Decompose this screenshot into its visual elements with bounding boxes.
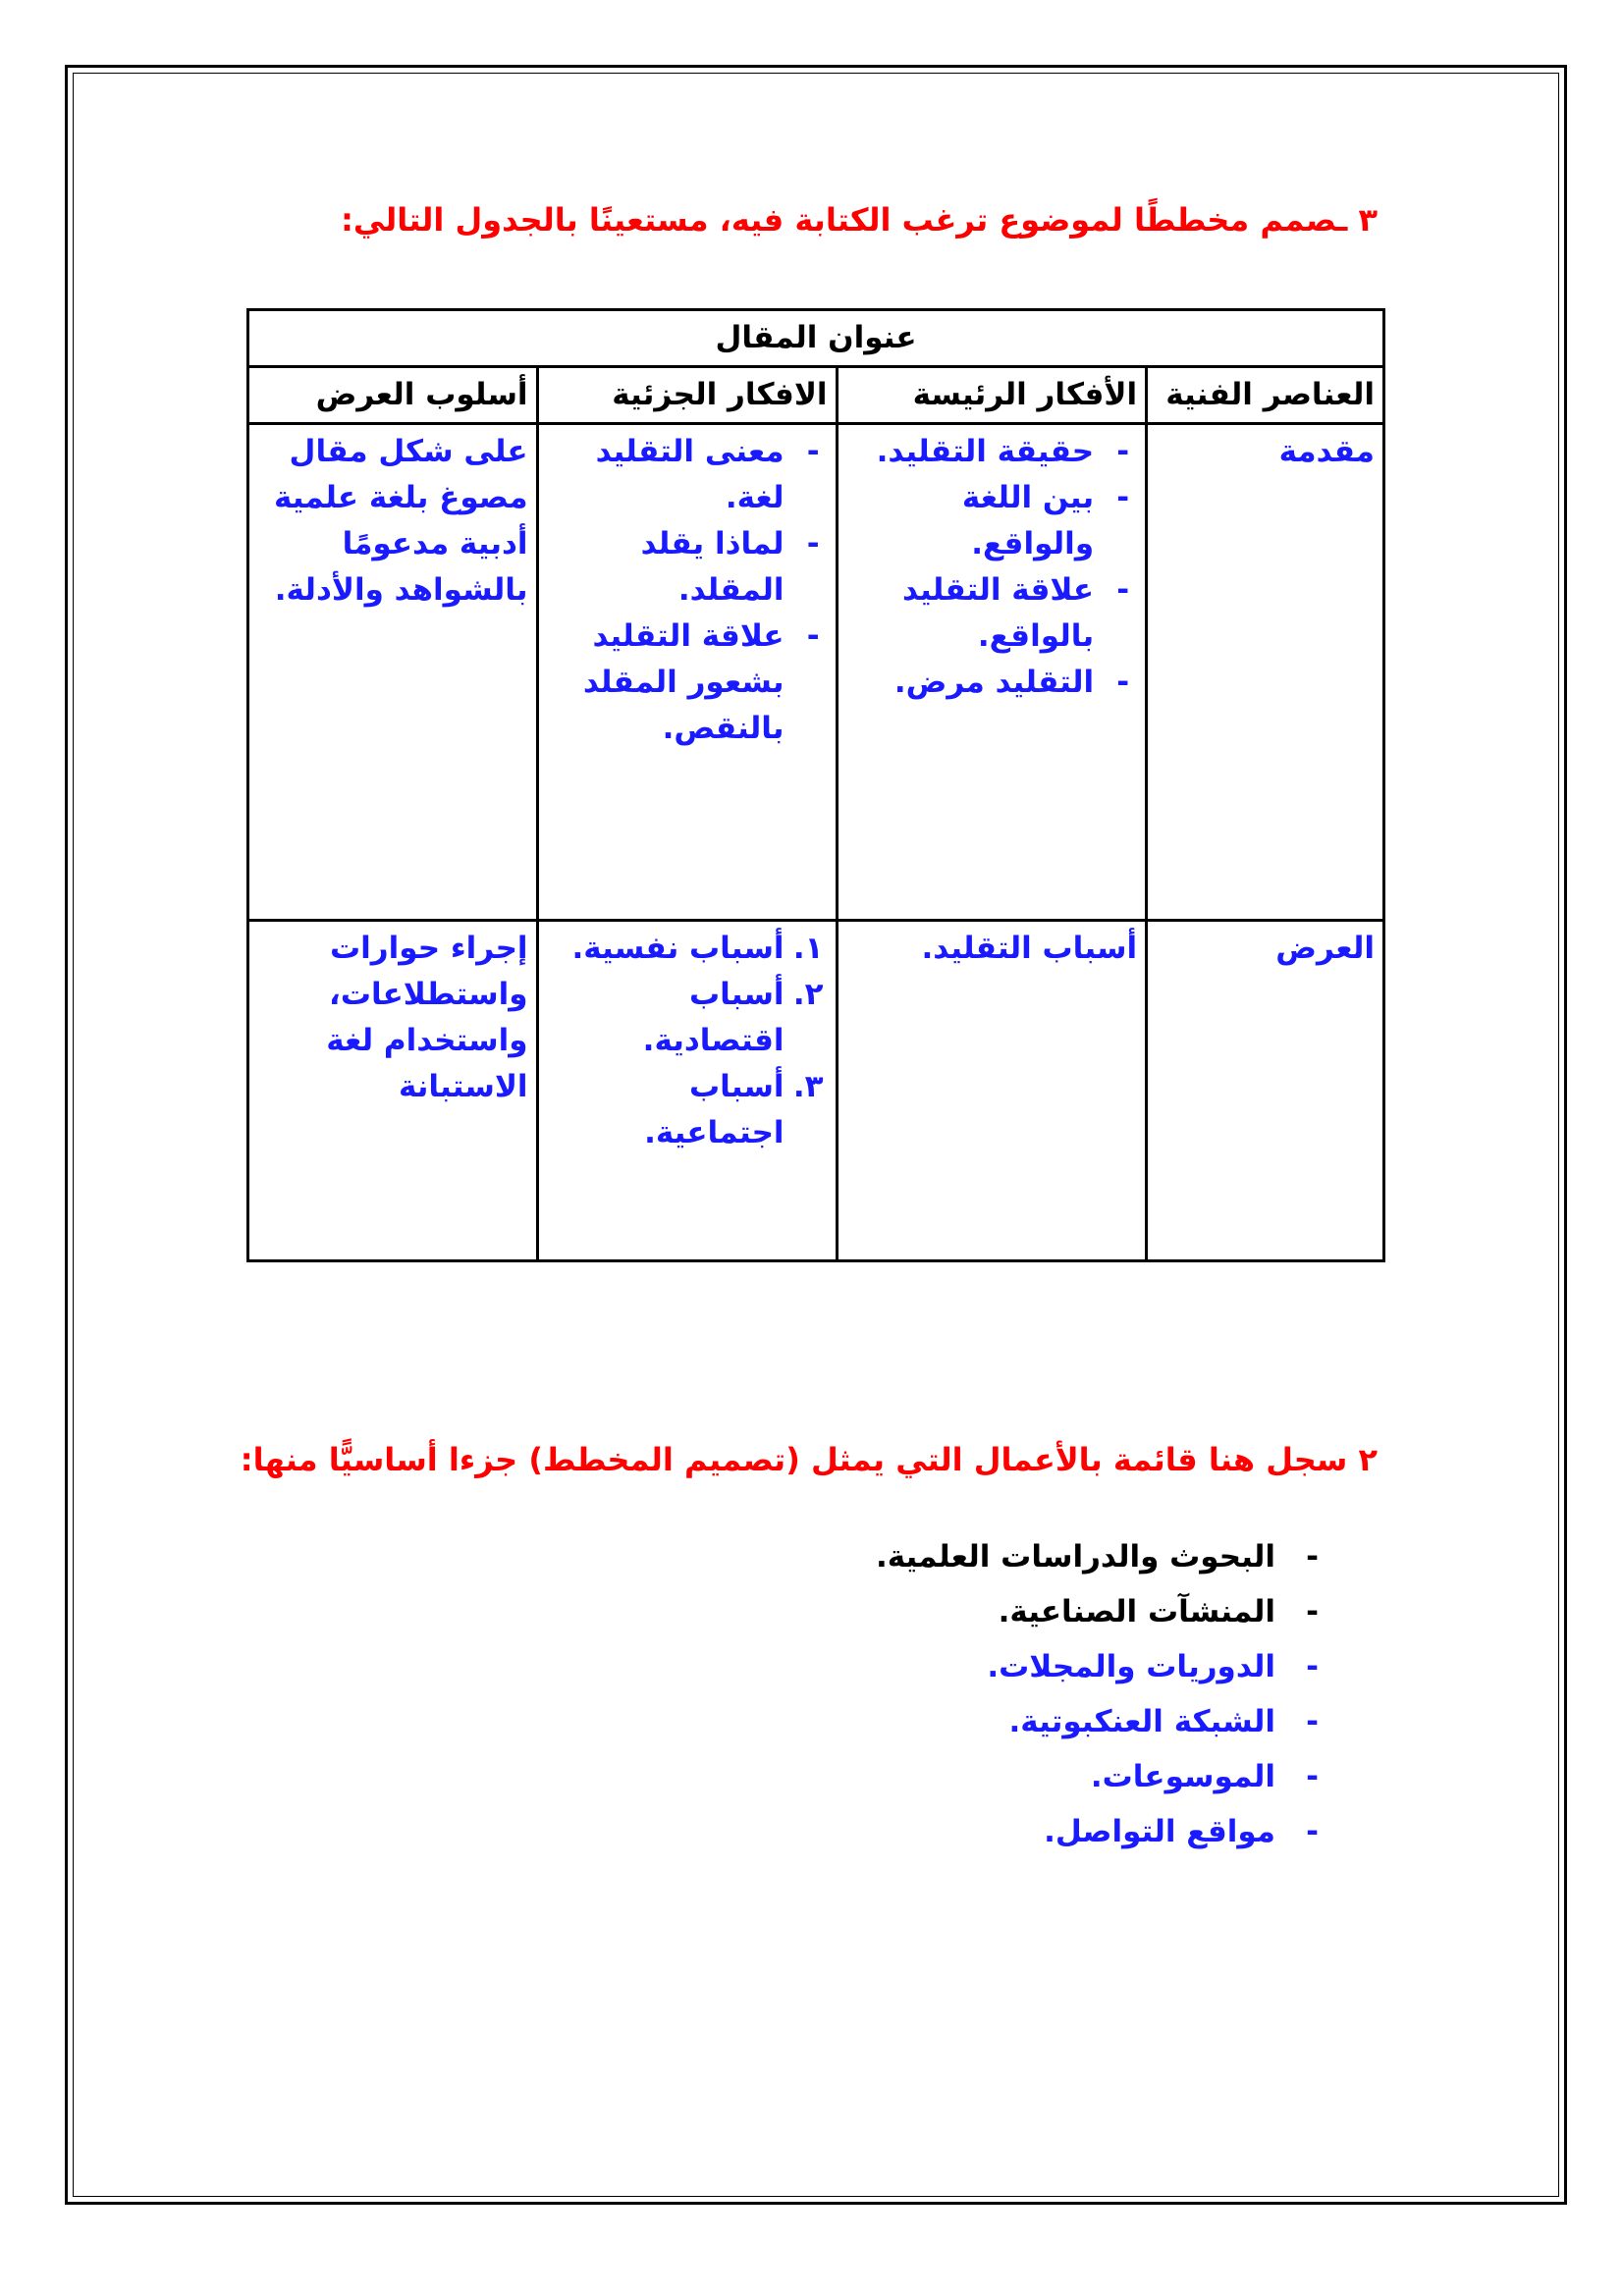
list-item: - معنى التقليد لغة.: [547, 429, 828, 521]
list-item: - الدوريات والمجلات.: [876, 1639, 1319, 1694]
list-item: - الشبكة العنكبوتية.: [876, 1694, 1319, 1749]
cell-body-element: العرض: [1147, 921, 1384, 1261]
table-row-body: [248, 921, 1384, 1261]
list-item: - بين اللغة والواقع.: [846, 475, 1138, 567]
header-sub-ideas: الافكار الجزئية: [537, 367, 837, 424]
list-item: - لماذا يقلد المقلد.: [547, 521, 828, 614]
article-outline-table: [246, 308, 1385, 1262]
header-style: أسلوب العرض: [248, 367, 538, 424]
cell-intro-element: مقدمة: [1147, 424, 1384, 921]
sources-list: [876, 1529, 1319, 1859]
list-item: ٣. أسباب اجتماعية.: [644, 1069, 824, 1150]
cell-intro-main-ideas: [837, 424, 1147, 921]
header-main-ideas: الأفكار الرئيسة: [837, 367, 1147, 424]
cell-body-main-idea: أسباب التقليد.: [837, 921, 1147, 1261]
list-item: ١. أسباب نفسية.: [571, 931, 824, 966]
table-title: عنوان المقال: [248, 310, 1384, 367]
list-item: - المنشآت الصناعية.: [876, 1584, 1319, 1639]
list-item: - حقيقة التقليد.: [846, 429, 1138, 475]
list-item: - البحوث والدراسات العلمية.: [876, 1529, 1319, 1584]
cell-intro-sub-ideas: [537, 424, 837, 921]
header-elements: العناصر الفنية: [1147, 367, 1384, 424]
list-item: ٢. أسباب اقتصادية.: [642, 977, 824, 1058]
question-1-heading: ٣ ـصمم مخططًا لموضوع ترغب الكتابة فيه، مستعينًا بالجدول التالي:: [341, 201, 1378, 239]
question-2-heading: ٢ سجل هنا قائمة بالأعمال التي يمثل (تصميم المخطط) جزءا أساسيًّا منها:: [240, 1441, 1378, 1478]
cell-body-style: إجراء حوارات واستطلاعات، واستخدام لغة الاستبانة: [248, 921, 538, 1261]
cell-body-sub-ideas: [537, 921, 837, 1261]
list-item: - التقليد مرض.: [846, 660, 1138, 706]
list-item: - مواقع التواصل.: [876, 1804, 1319, 1859]
list-item: - الموسوعات.: [876, 1749, 1319, 1804]
cell-intro-style: على شكل مقال مصوغ بلغة علمية أدبية مدعومًا بالشواهد والأدلة.: [248, 424, 538, 921]
table-row-intro: [248, 424, 1384, 921]
list-item: - علاقة التقليد بالواقع.: [846, 567, 1138, 660]
list-item: - علاقة التقليد بشعور المقلد بالنقص.: [547, 614, 828, 752]
